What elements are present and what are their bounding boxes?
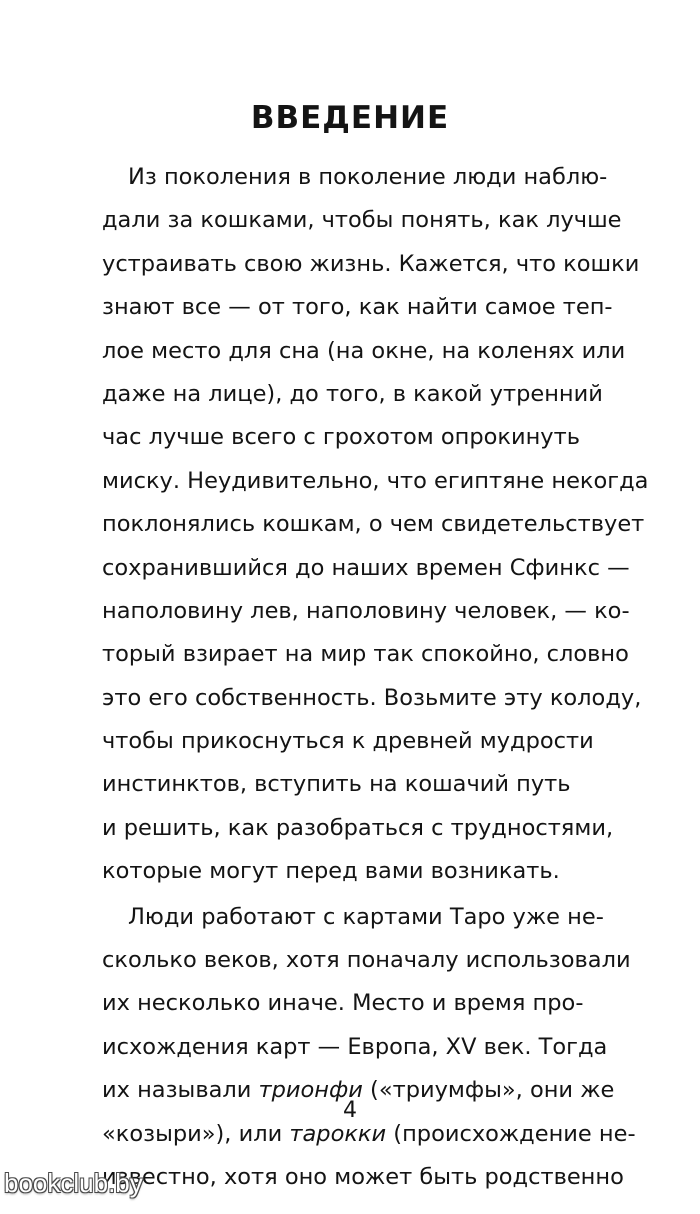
text-fragment: их называли: [102, 1077, 259, 1104]
text-line: поклонялись кошкам, о чем свидетельствует: [102, 511, 645, 538]
paragraph-2: [102, 896, 636, 1200]
text-line: их несколько иначе. Место и время про-: [102, 990, 584, 1017]
text-line: которые могут перед вами возникать.: [102, 858, 560, 885]
text-line: миску. Неудивительно, что египтяне некогда: [102, 467, 649, 494]
text-line: это его собственность. Возьмите эту колоду,: [102, 684, 642, 711]
page-number: 4: [343, 1098, 357, 1123]
text-line: Из поколения в поколение люди наблю-: [128, 164, 608, 190]
italic-term: тарокки: [289, 1120, 387, 1147]
text-line: знают все — от того, как найти самое теп-: [102, 294, 613, 321]
chapter-heading: ВВЕДЕНИЕ: [250, 100, 450, 136]
text-fragment: («триумфы», они же: [362, 1077, 615, 1104]
text-line: сколько веков, хотя поначалу использовали: [102, 947, 631, 974]
text-line: исхождения карт — Европа, XV век. Тогда: [102, 1033, 608, 1060]
italic-term: трионфи: [258, 1077, 363, 1104]
text-fragment: «козыри»), или: [102, 1120, 290, 1147]
text-line: торый взирает на мир так спокойно, словно: [102, 641, 629, 668]
body-text: [102, 156, 649, 1199]
text-line: дали за кошками, чтобы понять, как лучше: [102, 207, 622, 234]
text-fragment: (происхождение не-: [386, 1120, 636, 1147]
text-line: час лучше всего с грохотом опрокинуть: [102, 424, 580, 451]
text-line: сохранившийся до наших времен Сфинкс —: [102, 554, 630, 581]
text-line: и решить, как разобраться с трудностями,: [102, 814, 614, 841]
text-line: наполовину лев, наполовину человек, — ко-: [102, 597, 630, 624]
paragraph-1: [102, 156, 649, 894]
text-line: устраивать свою жизнь. Кажется, что кошки: [102, 250, 640, 277]
text-line: известно, хотя оно может быть родственно: [102, 1163, 624, 1190]
text-line: лое место для сна (на окне, на коленях или: [102, 337, 626, 364]
text-line: даже на лице), до того, в какой утренний: [102, 380, 603, 407]
text-line: Люди работают с картами Таро уже не-: [128, 903, 604, 930]
watermark: bookclub.by: [4, 1168, 143, 1198]
text-line: инстинктов, вступить на кошачий путь: [102, 771, 571, 798]
text-line: чтобы прикоснуться к древней мудрости: [102, 728, 594, 755]
